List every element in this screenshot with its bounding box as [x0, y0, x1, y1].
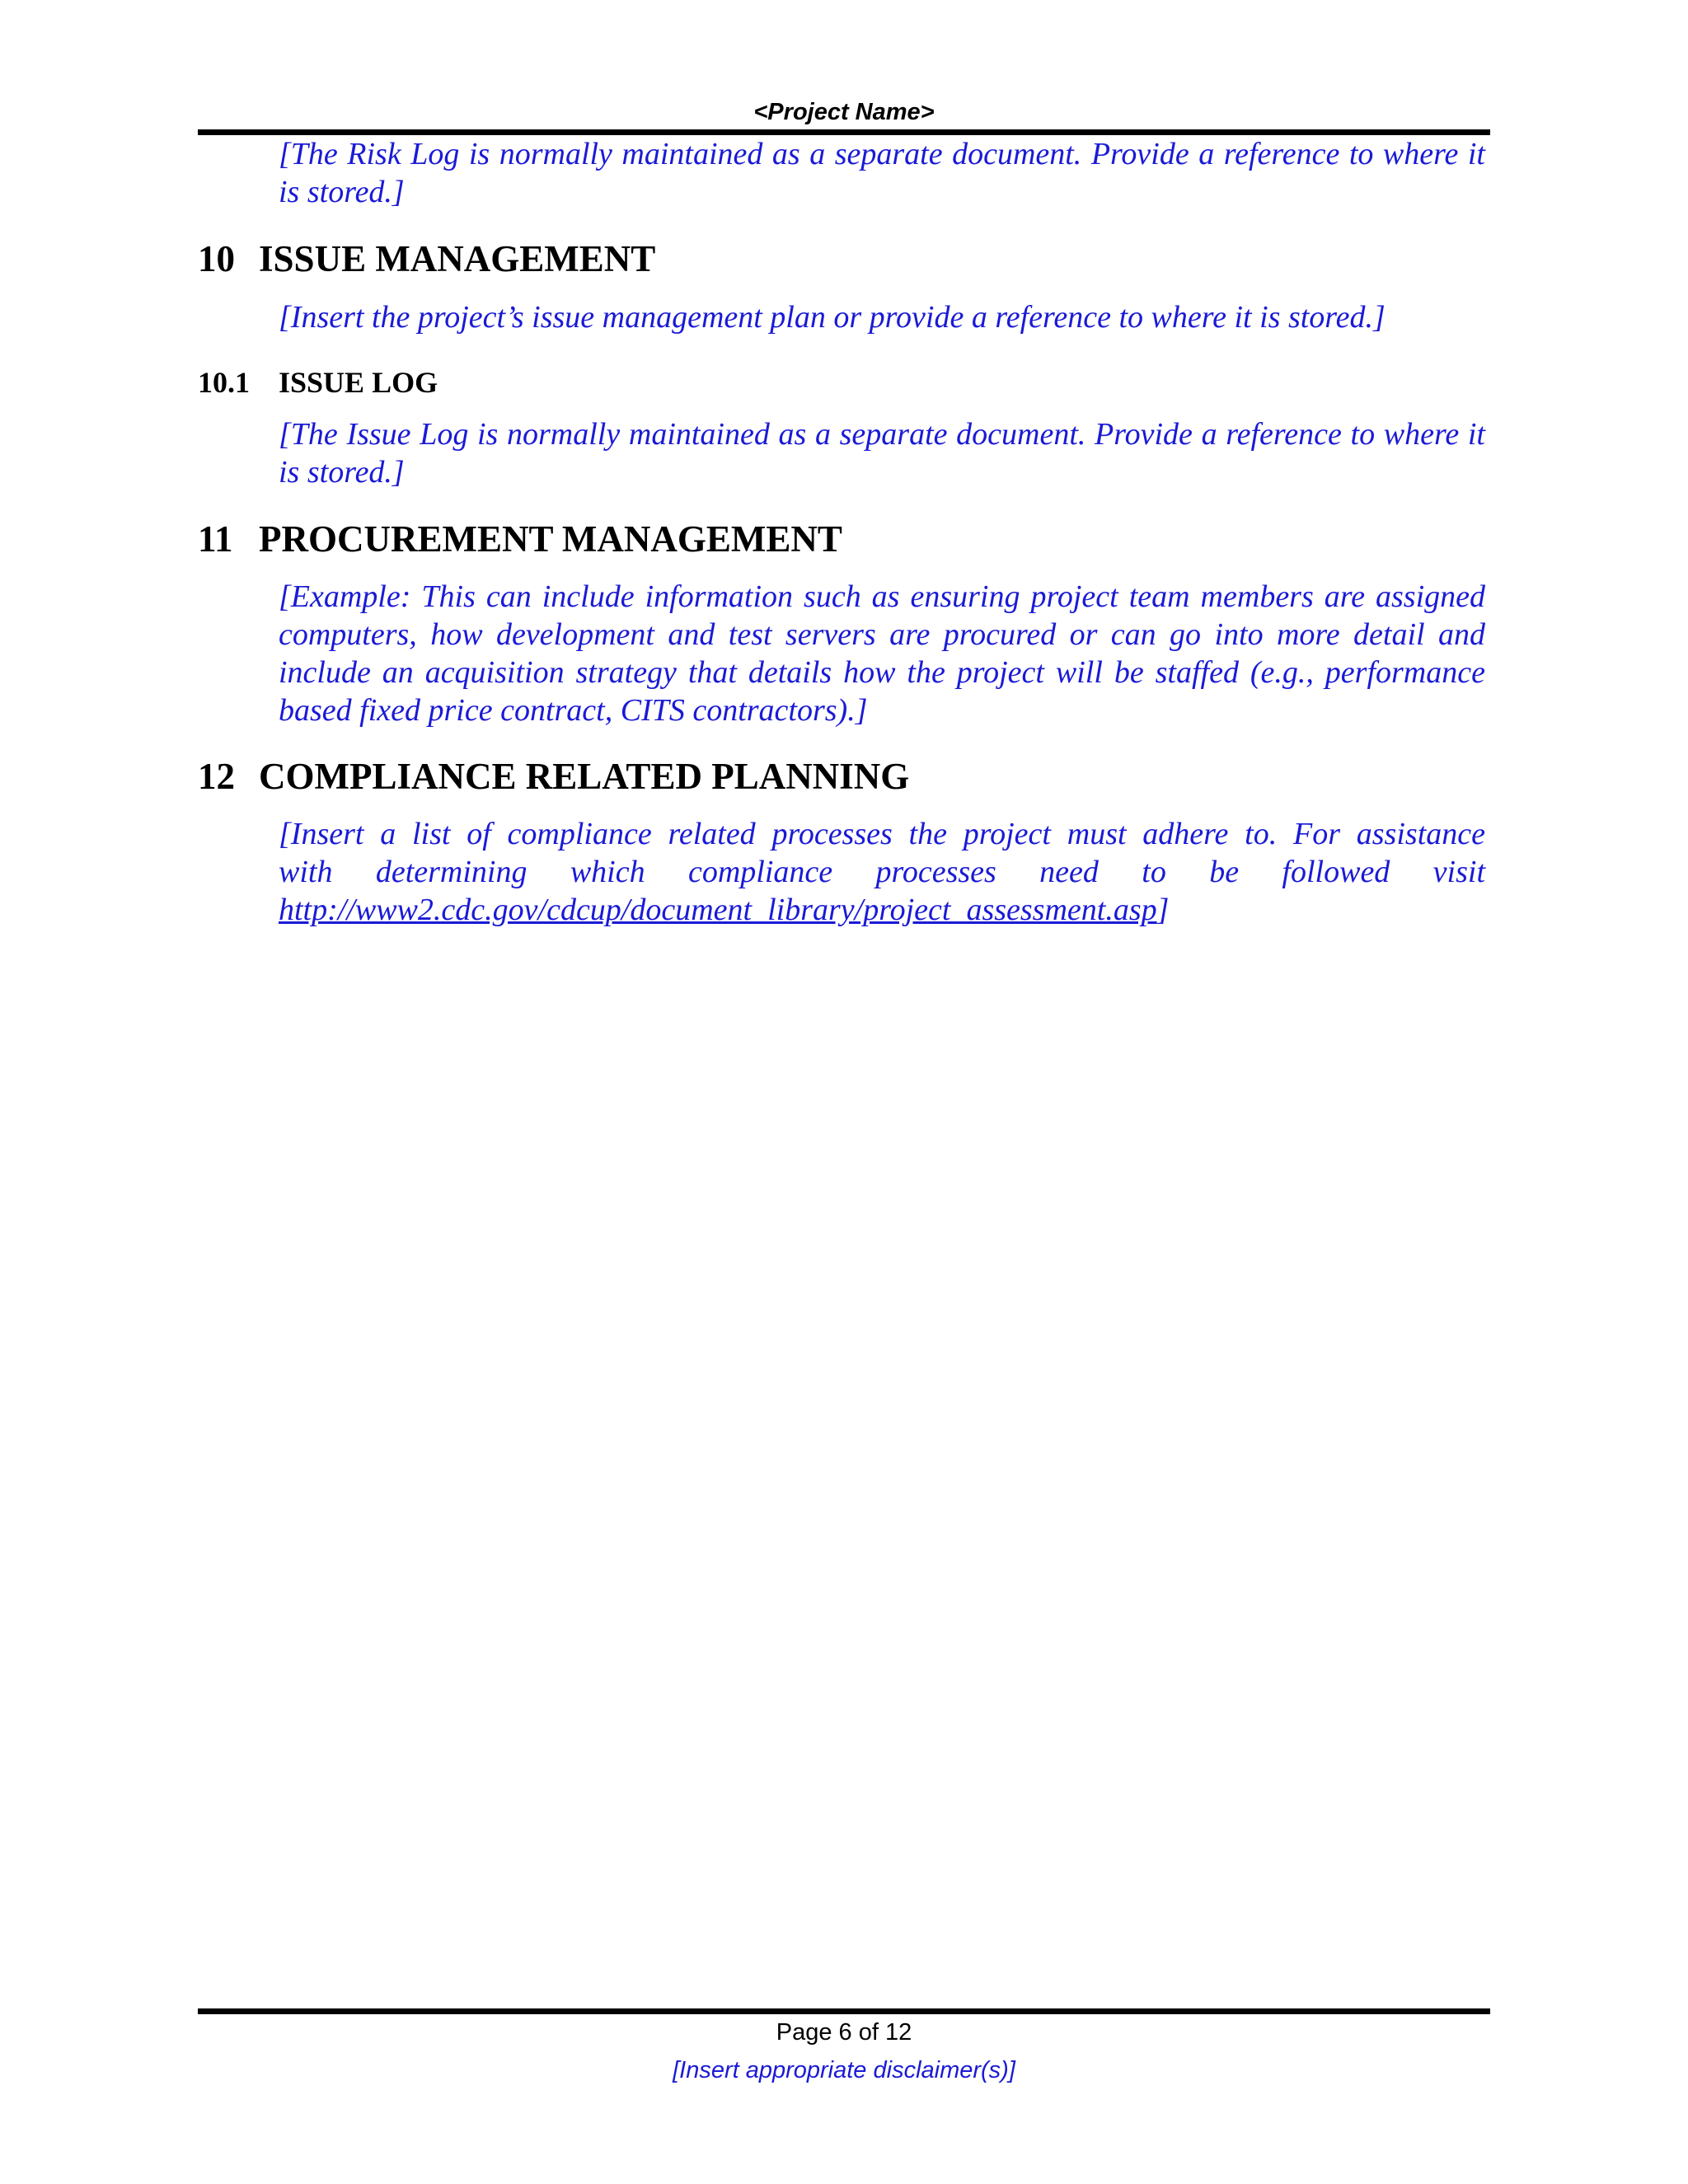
section-12-number: 12 — [198, 756, 235, 797]
header-rule — [198, 129, 1490, 135]
section-10-heading — [198, 237, 655, 280]
section-11-instruction: [Example: This can include information such as ensuring project team members are assigned computers, how development and test servers are procured or can go into more detail and include an acquisition strategy that details how the project will be staffed (e.g., performance based fixed price contract, CITS contractors).] — [279, 579, 1485, 728]
section-12-link-line — [279, 891, 1485, 929]
section-12-link-suffix: ] — [1156, 893, 1170, 927]
compliance-assessment-link[interactable]: http://www2.cdc.gov/cdcup/document_library/project_assessment.asp — [279, 893, 1157, 927]
section-10-1-instruction: [The Issue Log is normally maintained as a separate document. Provide a reference to where it is stored.] — [279, 417, 1485, 490]
section-11-title: PROCUREMENT MANAGEMENT — [259, 518, 842, 560]
section-12-instruction-line-2: with determining which compliance processes need to be followed visit — [279, 855, 1485, 889]
section-10-number: 10 — [198, 238, 235, 279]
footer-rule — [198, 2008, 1490, 2014]
section-11-heading — [198, 518, 842, 560]
section-12-instruction-line-1: [Insert a list of compliance related processes the project must adhere to. For assistance — [279, 817, 1485, 851]
section-10-1-title: ISSUE LOG — [279, 366, 438, 399]
section-12-heading — [198, 755, 909, 798]
section-10-instruction: [Insert the project’s issue management plan or provide a reference to where it is stored.] — [279, 300, 1386, 335]
section-10-1-heading — [198, 365, 438, 400]
section-12-title: COMPLIANCE RELATED PLANNING — [259, 756, 910, 797]
section-10-title: ISSUE MANAGEMENT — [259, 238, 656, 279]
page-header-title: <Project Name> — [753, 99, 935, 125]
risk-log-instruction: [The Risk Log is normally maintained as a separate document. Provide a reference to where it is stored.] — [279, 137, 1485, 209]
section-11-number: 11 — [198, 518, 233, 560]
page-number: Page 6 of 12 — [776, 2019, 912, 2046]
section-10-1-number: 10.1 — [198, 366, 250, 399]
footer-disclaimer: [Insert appropriate disclaimer(s)] — [673, 2057, 1015, 2083]
